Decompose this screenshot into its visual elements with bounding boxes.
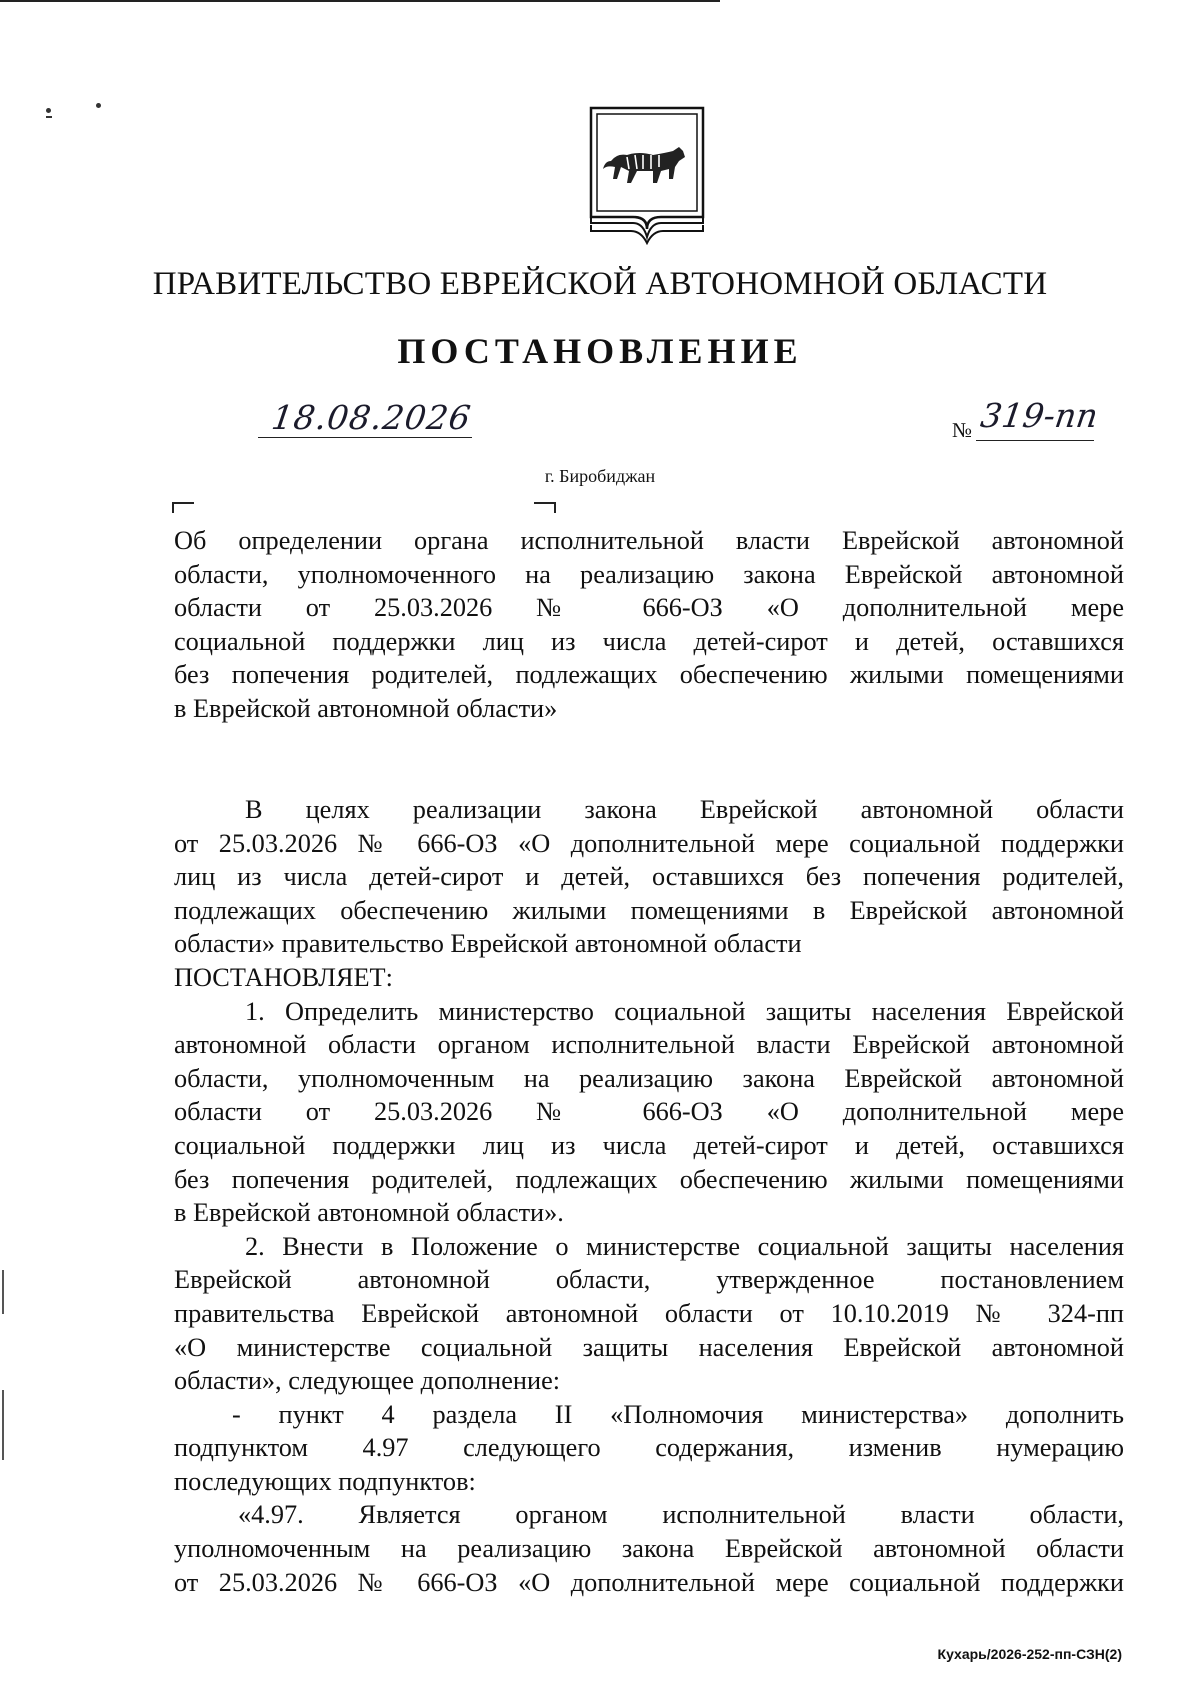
title-line: области от 25.03.2026 № 666-ОЗ «О дополнительной мере	[174, 593, 1124, 623]
body-line: области, уполномоченным на реализацию закона Еврейской автономной	[174, 1063, 1124, 1093]
scan-speck	[46, 116, 52, 118]
body-line: без попечения родителей, подлежащих обеспечению жилыми помещениями	[174, 1164, 1124, 1194]
city-name: г. Биробиджан	[544, 466, 656, 486]
title-line: области, уполномоченного на реализацию закона Еврейской автономной	[174, 559, 1124, 589]
body-line: - пункт 4 раздела II «Полномочия министерства» дополнить	[232, 1399, 1124, 1429]
title-bracket-left	[172, 502, 194, 513]
document-title	[174, 524, 1124, 726]
title-line: Об определении органа исполнительной власти Еврейской автономной	[174, 526, 1124, 555]
body-line: В целях реализации закона Еврейской автономной области	[245, 795, 1124, 824]
number-label: №	[952, 418, 973, 442]
body-line: подлежащих обеспечению жилыми помещениями в Еврейской автономной	[174, 895, 1124, 925]
body-line: «О министерстве социальной защиты населения Еврейской автономной	[174, 1332, 1124, 1362]
date-underline	[258, 437, 472, 438]
body-line: от 25.03.2026 № 666-ОЗ «О дополнительной мере социальной поддержки	[174, 828, 1124, 858]
body-line: автономной области органом исполнительной власти Еврейской автономной	[174, 1030, 1124, 1060]
body-line: области» правительство Еврейской автономной области	[174, 929, 802, 959]
body-line: 2. Внести в Положение о министерстве социальной защиты населения	[245, 1231, 1124, 1261]
body-line: области от 25.03.2026 № 666-ОЗ «О дополнительной мере	[174, 1097, 1124, 1127]
document-body	[174, 793, 1124, 1599]
body-line: правительства Еврейской автономной области от 10.10.2019 № 324-пп	[174, 1298, 1124, 1328]
body-line: области», следующее дополнение:	[174, 1366, 561, 1396]
body-line: уполномоченным на реализацию закона Еврейской автономной области	[174, 1534, 1124, 1564]
body-line: социальной поддержки лиц из числа детей-сирот и детей, оставшихся	[174, 1130, 1124, 1160]
document-type-heading: ПОСТАНОВЛЕНИЕ	[397, 331, 803, 371]
body-line: «4.97. Является органом исполнительной власти области,	[238, 1500, 1124, 1530]
government-title: ПРАВИТЕЛЬСТВО ЕВРЕЙСКОЙ АВТОНОМНОЙ ОБЛАСТИ	[152, 266, 1048, 302]
title-line: в Еврейской автономной области»	[174, 693, 558, 723]
title-line: социальной поддержки лиц из числа детей-сирот и детей, оставшихся	[174, 626, 1124, 656]
scan-border-line	[0, 0, 720, 2]
body-line: лиц из числа детей-сирот и детей, оставшихся без попечения родителей,	[174, 862, 1124, 892]
body-line: 1. Определить министерство социальной защиты населения Еврейской	[245, 996, 1124, 1026]
tiger-icon	[587, 105, 707, 245]
scan-speck	[46, 108, 51, 113]
body-line: ПОСТАНОВЛЯЕТ:	[174, 962, 393, 992]
body-line: подпунктом 4.97 следующего содержания, изменив нумерацию	[174, 1433, 1124, 1463]
scan-speck	[96, 103, 101, 108]
title-bracket-right	[534, 502, 556, 513]
title-line: без попечения родителей, подлежащих обеспечению жилыми помещениями	[174, 660, 1124, 690]
number-underline	[976, 440, 1094, 441]
body-line: от 25.03.2026 № 666-ОЗ «О дополнительной мере социальной поддержки	[174, 1567, 1124, 1597]
handwritten-number: 319-пп	[978, 396, 1101, 435]
coat-of-arms-emblem	[587, 105, 707, 245]
handwritten-date: 18.08.2026	[269, 398, 474, 437]
body-line: последующих подпунктов:	[174, 1466, 476, 1496]
scan-margin-mark	[2, 1270, 4, 1314]
scan-margin-mark	[2, 1390, 4, 1460]
document-reference-code: Кухарь/2026-252-пп-СЗН(2)	[937, 1646, 1122, 1662]
body-line: в Еврейской автономной области».	[174, 1198, 564, 1228]
body-line: Еврейской автономной области, утвержденное постановлением	[174, 1265, 1124, 1295]
